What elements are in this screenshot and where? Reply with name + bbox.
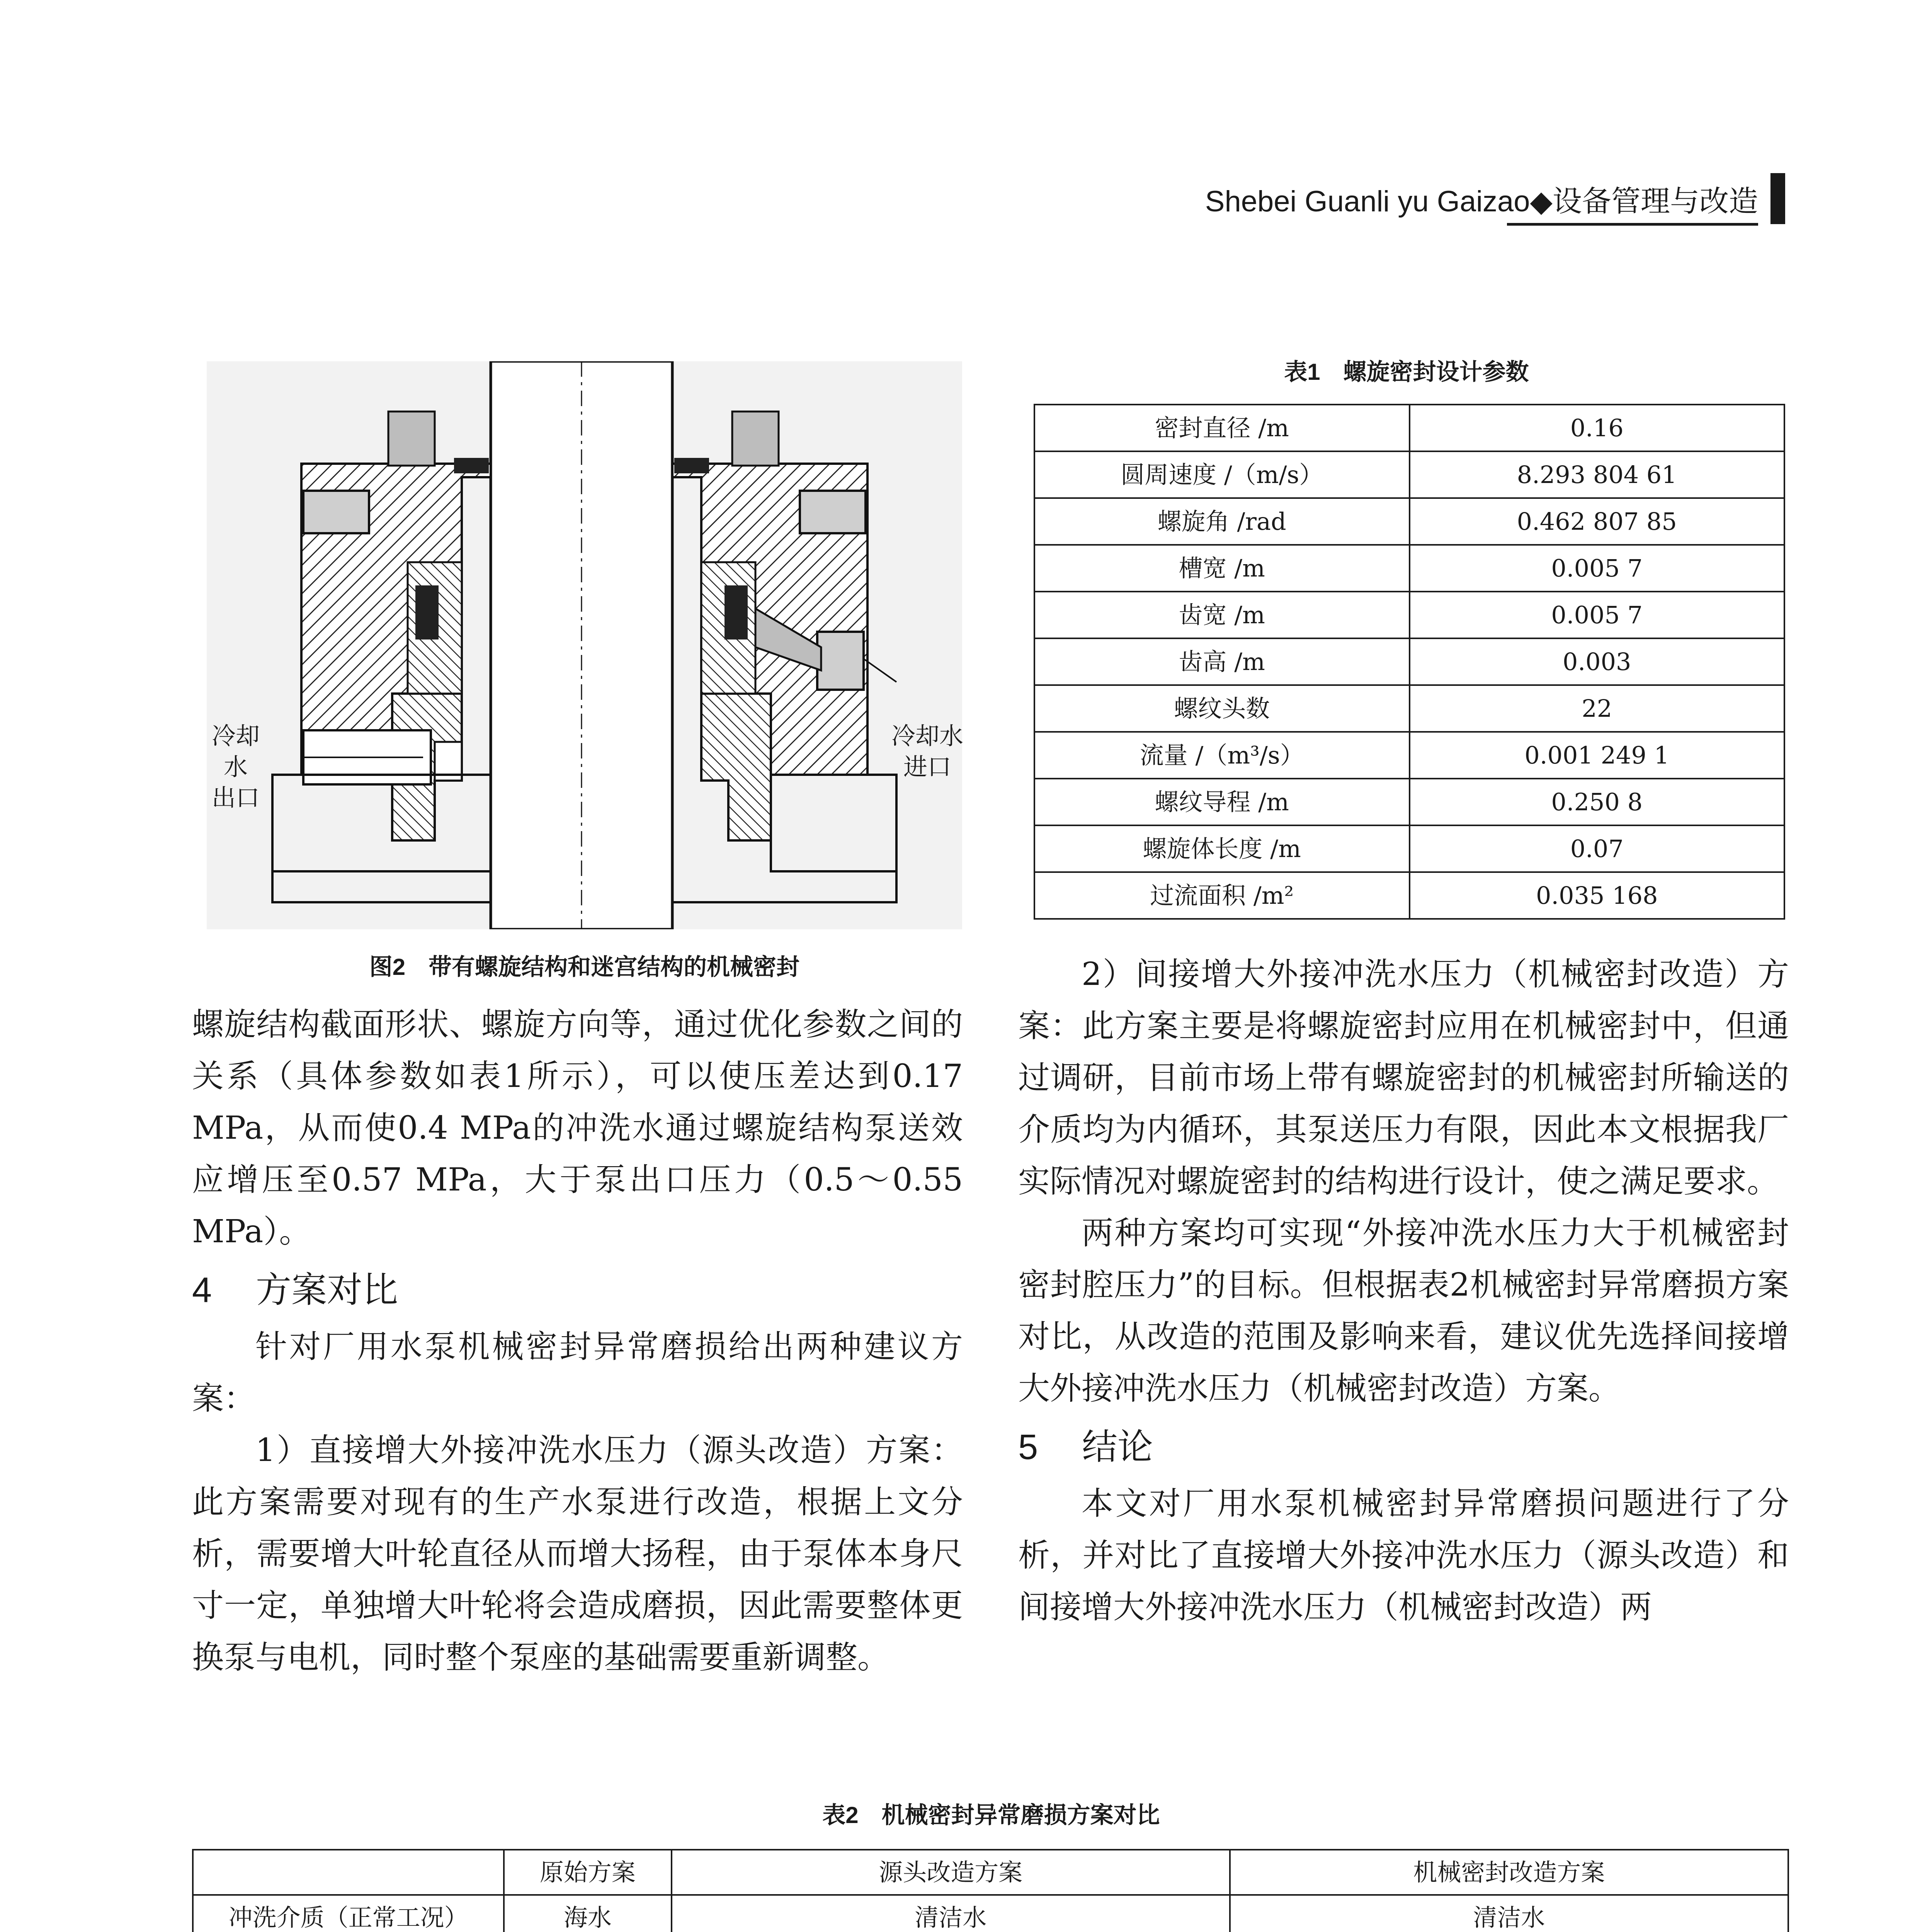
parameter-name-cell: 圆周速度 /（m/s） [1034,451,1410,498]
parameter-name-cell: 螺纹导程 /m [1034,779,1410,825]
paragraph: 1）直接增大外接冲洗水压力（源头改造）方案：此方案需要对现有的生产水泵进行改造，根据上文分析，需要增大叶轮直径从而增大扬程，由于泵体本身尺寸一定，单独增大叶轮将会造成磨损，因此需要整体更换泵与电机，同时整个泵座的基础需要重新调整。 [192,1432,963,1676]
parameter-value-cell: 0.16 [1410,405,1785,451]
row-header-cell: 冲洗介质（正常工况） [193,1895,504,1932]
table-row [1034,732,1784,779]
section-title: 结论 [1082,1427,1153,1467]
table-row [1034,685,1784,732]
header-rule [1507,223,1758,226]
paragraph: 本文对厂用水泵机械密封异常磨损问题进行了分析，并对比了直接增大外接冲洗水压力（源头改造）和间接增大外接冲洗水压力（机械密封改造）两 [1018,1485,1789,1626]
parameter-name-cell: 密封直径 /m [1034,405,1410,451]
parameter-name-cell: 齿高 /m [1034,638,1410,685]
label-right-line2: 进口 [903,753,951,781]
parameter-name-cell: 流量 /（m³/s） [1034,732,1410,779]
paragraph: 针对厂用水泵机械密封异常磨损给出两种建议方案： [192,1328,963,1417]
section-heading-4 [192,1263,963,1317]
parameter-value-cell: 0.250 8 [1410,779,1785,825]
table-row [1034,405,1784,451]
label-left-line1: 冷却水 [211,722,260,781]
table-header-row [193,1850,1788,1895]
parameter-value-cell: 0.462 807 85 [1410,498,1785,545]
table-row [1034,498,1784,545]
table1-spiral-seal-parameters [1034,404,1785,920]
running-header [1182,170,1785,228]
parameter-value-cell: 22 [1410,685,1785,732]
label-right-line1: 冷却水 [891,722,963,750]
parameter-value-cell: 0.07 [1410,825,1785,872]
figure-caption: 图2 带有螺旋结构和迷宫结构的机械密封 [369,954,800,980]
parameter-name-cell: 螺旋角 /rad [1034,498,1410,545]
table-row [1034,592,1784,638]
table-row [1034,545,1784,592]
parameter-name-cell: 螺旋体长度 /m [1034,825,1410,872]
parameter-name-cell: 齿宽 /m [1034,592,1410,638]
table-row [193,1895,1788,1932]
table-cell: 海水 [504,1895,672,1932]
paragraph: 两种方案均可实现“外接冲洗水压力大于机械密封密封腔压力”的目标。但根据表2机械密封异常磨损方案对比，从改造的范围及影响来看，建议优先选择间接增大外接冲洗水压力（机械密封改造）方案。 [1018,1215,1789,1407]
section-number: 4 [192,1270,212,1310]
table-row [1034,451,1784,498]
label-left-line2: 出口 [211,784,260,812]
paragraph: 2）间接增大外接冲洗水压力（机械密封改造）方案：此方案主要是将螺旋密封应用在机械密封中，但通过调研，目前市场上带有螺旋密封的机械密封所输送的介质均为内循环，其泵送压力有限，因此本文根据我厂实际情况对螺旋密封的结构进行设计，使之满足要求。 [1018,956,1789,1200]
table-row [1034,872,1784,919]
column-header: 源头改造方案 [672,1850,1230,1895]
header-bar [1770,173,1785,224]
section-title: 方案对比 [256,1270,398,1310]
section-heading-5 [1018,1420,1789,1474]
column-header: 机械密封改造方案 [1230,1850,1788,1895]
table-row [1034,779,1784,825]
table-cell: 清洁水 [1230,1895,1788,1932]
right-column [1018,949,1789,1633]
running-header-text: Shebei Guanli yu Gaizao◆设备管理与改造 [1205,185,1758,218]
table1-title: 表1 螺旋密封设计参数 [1284,359,1529,385]
table-cell: 清洁水 [672,1895,1230,1932]
parameter-value-cell: 0.005 7 [1410,545,1785,592]
table2-title: 表2 机械密封异常磨损方案对比 [822,1802,1160,1828]
column-header: 原始方案 [504,1850,672,1895]
parameter-value-cell: 0.035 168 [1410,872,1785,919]
parameter-value-cell: 0.005 7 [1410,592,1785,638]
table-row [1034,638,1784,685]
paragraph: 螺旋结构截面形状、螺旋方向等，通过优化参数之间的关系（具体参数如表1所示），可以使压差达到0.17 MPa，从而使0.4 MPa的冲洗水通过螺旋结构泵送效应增压至0.57 MPa，大于泵出口压力（0.5～0.55 MPa）。 [192,1006,963,1250]
left-column [192,999,963,1684]
table2-scheme-comparison [192,1849,1789,1932]
seal-drawing [207,361,962,929]
parameter-value-cell: 0.003 [1410,638,1785,685]
figure-mechanical-seal [207,361,962,929]
table-row [1034,825,1784,872]
parameter-value-cell: 0.001 249 1 [1410,732,1785,779]
parameter-name-cell: 槽宽 /m [1034,545,1410,592]
label-cooling-water-outlet [203,721,269,813]
section-number: 5 [1018,1427,1038,1467]
parameter-value-cell: 8.293 804 61 [1410,451,1785,498]
parameter-name-cell: 螺纹头数 [1034,685,1410,732]
parameter-name-cell: 过流面积 /m² [1034,872,1410,919]
label-cooling-water-inlet [891,721,964,782]
column-header [193,1850,504,1895]
